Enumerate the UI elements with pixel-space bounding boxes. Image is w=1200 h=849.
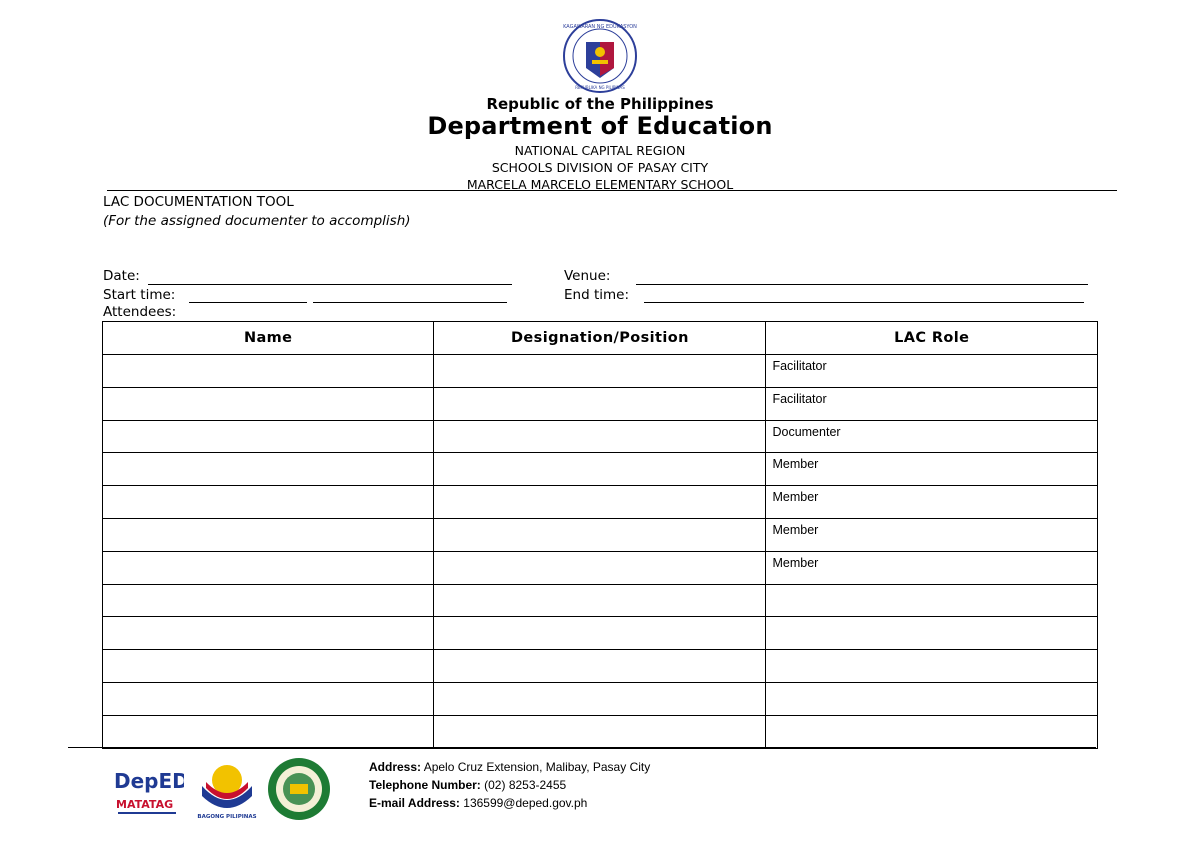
venue-label: Venue:	[564, 268, 611, 284]
lac-role-text: Member	[772, 490, 819, 505]
end-time-label: End time:	[564, 287, 629, 303]
table-row	[103, 486, 1098, 519]
name-cell[interactable]	[103, 420, 434, 453]
attendees-table	[102, 321, 1098, 749]
school-seal-logo	[266, 756, 332, 822]
lac-role-cell[interactable]	[766, 453, 1098, 486]
table-row	[103, 715, 1098, 748]
designation-cell[interactable]	[434, 518, 766, 551]
footer-divider	[68, 747, 1096, 748]
start-time-field-part2[interactable]	[313, 302, 507, 303]
lac-role-cell[interactable]	[766, 682, 1098, 715]
svg-text:BAGONG PILIPINAS: BAGONG PILIPINAS	[197, 814, 257, 820]
table-row	[103, 551, 1098, 584]
table-row	[103, 584, 1098, 617]
name-cell[interactable]	[103, 453, 434, 486]
lac-role-text: Member	[772, 522, 819, 537]
lac-role-text: Member	[772, 555, 819, 570]
lac-role-text: Member	[772, 457, 819, 472]
lac-role-cell[interactable]	[766, 486, 1098, 519]
table-row	[103, 518, 1098, 551]
name-cell[interactable]	[103, 518, 434, 551]
lac-role-text: Facilitator	[772, 391, 827, 406]
lac-role-text	[766, 650, 1097, 654]
lac-role-cell[interactable]	[766, 617, 1098, 650]
name-cell[interactable]	[103, 650, 434, 683]
name-cell[interactable]	[103, 682, 434, 715]
designation-cell[interactable]	[434, 355, 766, 388]
name-cell[interactable]	[103, 584, 434, 617]
deped-seal-logo	[562, 18, 638, 94]
table-row	[103, 682, 1098, 715]
lac-role-cell[interactable]	[766, 650, 1098, 683]
svg-text:DepED: DepED	[114, 769, 184, 793]
lac-role-cell[interactable]	[766, 715, 1098, 748]
republic-heading: Republic of the Philippines	[486, 95, 714, 113]
attendees-label: Attendees:	[103, 304, 177, 320]
lac-role-text	[766, 585, 1097, 589]
designation-cell[interactable]	[434, 650, 766, 683]
table-row	[103, 617, 1098, 650]
designation-cell[interactable]	[434, 420, 766, 453]
table-row	[103, 650, 1098, 683]
lac-role-text	[766, 683, 1097, 687]
date-label: Date:	[103, 268, 140, 284]
name-cell[interactable]	[103, 617, 434, 650]
name-cell[interactable]	[103, 486, 434, 519]
lac-role-cell[interactable]	[766, 551, 1098, 584]
lac-role-text	[766, 716, 1097, 720]
svg-text:KAGAWARAN NG EDUKASYON: KAGAWARAN NG EDUKASYON	[563, 24, 637, 30]
bagong-pilipinas-logo	[192, 756, 262, 820]
table-row	[103, 387, 1098, 420]
table-header-row	[103, 322, 1098, 355]
footer-address: Address: Apelo Cruz Extension, Malibay, Pasay City	[369, 760, 651, 774]
form-title: LAC DOCUMENTATION TOOL	[103, 194, 294, 210]
name-cell[interactable]	[103, 551, 434, 584]
start-time-label: Start time:	[103, 287, 176, 303]
attendees-table-body	[103, 355, 1098, 749]
lac-role-text: Facilitator	[772, 359, 827, 373]
svg-text:REPUBLIKA NG PILIPINAS: REPUBLIKA NG PILIPINAS	[575, 85, 625, 90]
table-row	[103, 453, 1098, 486]
name-cell[interactable]	[103, 387, 434, 420]
header-designation: Designation/Position	[434, 322, 766, 355]
table-row	[103, 420, 1098, 453]
lac-role-text	[766, 617, 1097, 621]
header-lac-role: LAC Role	[766, 322, 1098, 355]
start-time-field-part1[interactable]	[189, 302, 307, 303]
lac-role-cell[interactable]	[766, 387, 1098, 420]
form-subtitle: (For the assigned documenter to accomplish)	[103, 213, 411, 229]
name-cell[interactable]	[103, 355, 434, 388]
designation-cell[interactable]	[434, 387, 766, 420]
footer-email: E-mail Address: 136599@deped.gov.ph	[369, 796, 588, 810]
region-heading: NATIONAL CAPITAL REGION	[514, 143, 686, 158]
table-row	[103, 355, 1098, 388]
end-time-field[interactable]	[644, 302, 1084, 303]
lac-role-cell[interactable]	[766, 584, 1098, 617]
designation-cell[interactable]	[434, 584, 766, 617]
lac-role-text: Documenter	[772, 424, 841, 439]
lac-role-cell[interactable]	[766, 355, 1098, 388]
header-name: Name	[103, 322, 434, 355]
designation-cell[interactable]	[434, 551, 766, 584]
designation-cell[interactable]	[434, 486, 766, 519]
venue-field[interactable]	[636, 284, 1088, 285]
division-heading: SCHOOLS DIVISION OF PASAY CITY	[491, 160, 709, 175]
designation-cell[interactable]	[434, 715, 766, 748]
designation-cell[interactable]	[434, 682, 766, 715]
school-heading: MARCELA MARCELO ELEMENTARY SCHOOL	[466, 177, 734, 192]
footer-phone: Telephone Number: (02) 8253-2455	[369, 778, 567, 792]
date-field[interactable]	[148, 284, 512, 285]
header-divider	[107, 190, 1117, 191]
lac-role-cell[interactable]	[766, 420, 1098, 453]
svg-text:MATATAG: MATATAG	[116, 798, 174, 811]
designation-cell[interactable]	[434, 453, 766, 486]
department-heading: Department of Education	[427, 112, 773, 140]
name-cell[interactable]	[103, 715, 434, 748]
deped-matatag-logo	[112, 760, 184, 818]
designation-cell[interactable]	[434, 617, 766, 650]
lac-role-cell[interactable]	[766, 518, 1098, 551]
